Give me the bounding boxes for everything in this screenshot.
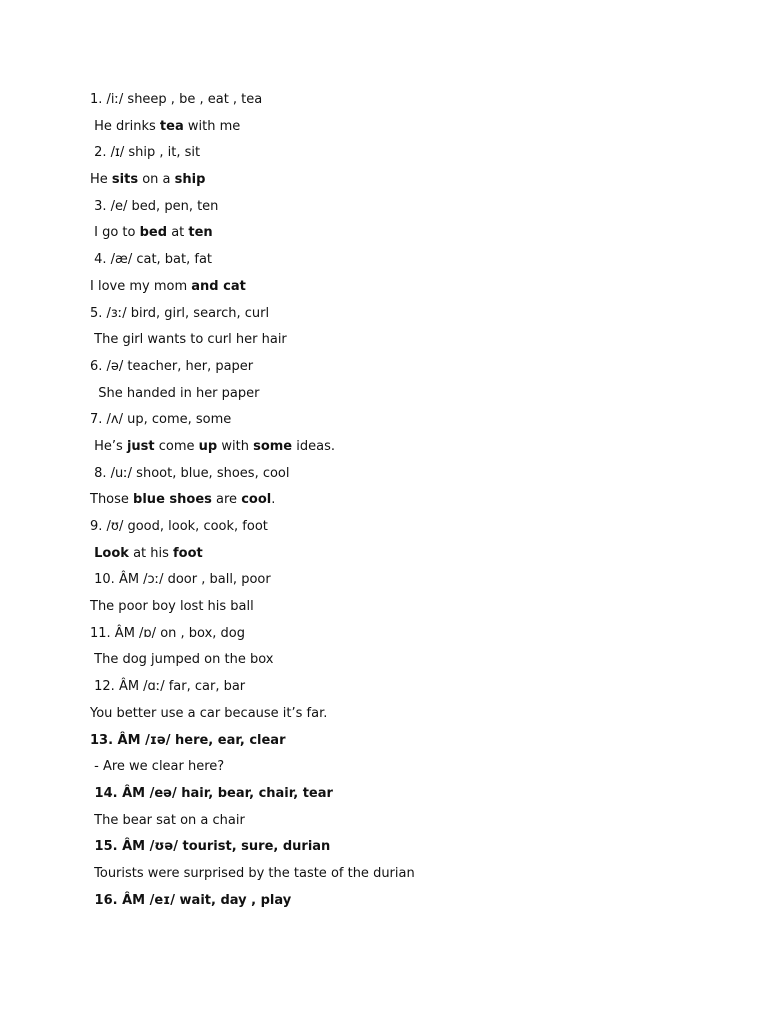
bold-text: just: [126, 438, 155, 454]
text-segment: The poor boy lost his ball: [90, 599, 254, 615]
text-segment: Tourists were surprised by the taste of the durian: [90, 865, 415, 881]
text-segment: She handed in her paper: [90, 385, 260, 401]
text-line: [90, 170, 730, 197]
text-segment: 2. /ɪ/ ship , it, sit: [90, 145, 201, 161]
text-line: [90, 811, 730, 838]
bold-text: 16. ÂM /eɪ/ wait, day , play: [90, 892, 292, 908]
text-segment: You better use a car because it’s far.: [90, 705, 328, 721]
text-line: [90, 784, 730, 811]
text-segment: The dog jumped on the box: [90, 652, 274, 668]
bold-text: ten: [188, 225, 213, 241]
text-segment: 4. /æ/ cat, bat, fat: [90, 252, 213, 268]
text-line: [90, 864, 730, 891]
text-line: [90, 197, 730, 224]
text-segment: The girl wants to curl her hair: [90, 332, 287, 348]
text-line: [90, 650, 730, 677]
bold-text: some: [253, 438, 293, 454]
text-line: [90, 357, 730, 384]
text-segment: Those: [90, 492, 134, 508]
text-segment: 6. /ə/ teacher, her, paper: [90, 358, 254, 374]
text-segment: 8. /uː/ shoot, blue, shoes, cool: [90, 465, 290, 481]
bold-text: 14. ÂM /eə/ hair, bear, chair, tear: [90, 785, 333, 801]
bold-text: and cat: [191, 278, 246, 294]
text-line: [90, 464, 730, 491]
bold-text: sits: [111, 172, 139, 188]
text-segment: 7. /ʌ/ up, come, some: [90, 412, 232, 428]
text-line: [90, 143, 730, 170]
text-segment: He’s: [90, 438, 127, 454]
text-line: [90, 117, 730, 144]
bold-text: 15. ÂM /ʊə/ tourist, sure, durian: [90, 839, 331, 855]
bold-text: bed: [139, 225, 168, 241]
text-line: [90, 223, 730, 250]
text-segment: are: [211, 492, 242, 508]
text-segment: ideas.: [292, 438, 335, 454]
text-line: [90, 624, 730, 651]
text-segment: I go to: [90, 225, 140, 241]
bold-text: cool: [241, 492, 272, 508]
text-segment: at his: [128, 545, 174, 561]
text-segment: 11. ÂM /ɒ/ on , box, dog: [90, 625, 246, 641]
text-segment: 3. /e/ bed, pen, ten: [90, 198, 219, 214]
text-segment: 5. /ɜː/ bird, girl, search, curl: [90, 305, 270, 321]
text-line: [90, 277, 730, 304]
text-segment: - Are we clear here?: [90, 759, 225, 775]
text-line: [90, 330, 730, 357]
text-line: [90, 490, 730, 517]
bold-text: Look: [94, 545, 129, 561]
text-line: [90, 544, 730, 571]
text-segment: with: [217, 438, 254, 454]
text-line: [90, 517, 730, 544]
bold-text: foot: [173, 545, 203, 561]
text-segment: 1. /iː/ sheep , be , eat , tea: [90, 92, 263, 107]
text-segment: with me: [183, 118, 241, 134]
text-line: [90, 570, 730, 597]
text-segment: come: [154, 438, 199, 454]
document-page: [90, 90, 730, 917]
text-segment: 9. /ʊ/ good, look, cook, foot: [90, 519, 268, 534]
text-line: [90, 704, 730, 731]
text-segment: He drinks: [90, 118, 160, 134]
text-line: [90, 757, 730, 784]
text-segment: He: [90, 172, 112, 188]
text-line: [90, 410, 730, 437]
text-segment: 12. ÂM /ɑː/ far, car, bar: [90, 679, 246, 695]
bold-text: up: [198, 438, 218, 454]
text-segment: The bear sat on a chair: [90, 812, 245, 828]
text-line: [90, 731, 730, 758]
text-line: [90, 384, 730, 411]
bold-text: ship: [174, 172, 206, 188]
text-line: [90, 437, 730, 464]
text-line: [90, 597, 730, 624]
text-segment: on a: [138, 172, 175, 188]
text-line: [90, 837, 730, 864]
text-segment: I love my mom: [90, 278, 192, 294]
text-line: [90, 304, 730, 331]
bold-text: tea: [159, 118, 184, 134]
text-segment: at: [167, 225, 189, 241]
text-segment: 10. ÂM /ɔː/ door , ball, poor: [90, 572, 271, 588]
bold-text: 13. ÂM /ɪə/ here, ear, clear: [90, 732, 286, 748]
text-line: [90, 891, 730, 918]
text-line: [90, 250, 730, 277]
bold-text: blue shoes: [133, 492, 212, 508]
text-line: [90, 677, 730, 704]
text-line: [90, 90, 730, 117]
text-segment: .: [271, 492, 276, 508]
